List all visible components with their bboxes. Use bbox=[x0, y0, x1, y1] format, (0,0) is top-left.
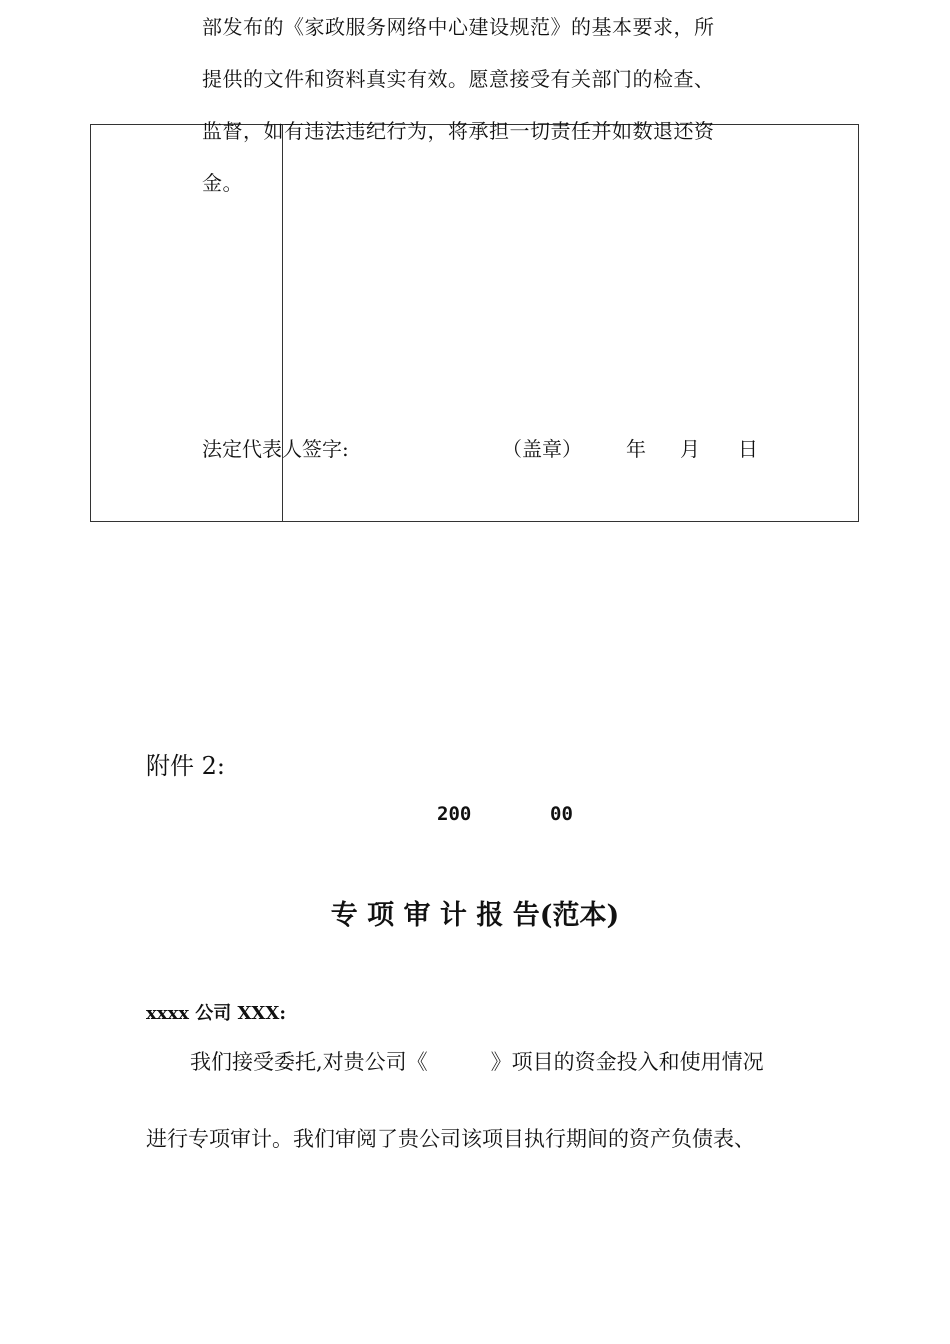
seal-label: （盖章） bbox=[502, 437, 582, 461]
annex-label: 附件 2: bbox=[146, 752, 225, 780]
signature-row bbox=[202, 434, 762, 464]
paragraph-line: 进行专项审计。我们审阅了贵公司该项目执行期间的资产负债表、 bbox=[146, 1127, 755, 1151]
day-label: 日 bbox=[738, 437, 758, 461]
commitment-line: 金。 bbox=[202, 171, 243, 195]
month-label: 月 bbox=[680, 437, 700, 461]
report-number-left: 200 bbox=[437, 803, 472, 825]
year-label: 年 bbox=[626, 437, 646, 461]
commitment-line: 提供的文件和资料真实有效。愿意接受有关部门的检查、 bbox=[202, 67, 715, 91]
report-title: 专 项 审 计 报 告(范本) bbox=[330, 900, 620, 931]
report-number-right: 00 bbox=[550, 803, 573, 825]
salutation: xxxx 公司 XXX: bbox=[146, 1003, 287, 1024]
signature-label: 法定代表人签字: bbox=[202, 437, 349, 461]
commitment-line: 监督，如有违法违纪行为，将承担一切责任并如数退还资 bbox=[202, 119, 715, 143]
commitment-line: 部发布的《家政服务网络中心建设规范》的基本要求，所 bbox=[202, 15, 715, 39]
paragraph-line: 我们接受委托,对贵公司《 》项目的资金投入和使用情况 bbox=[190, 1050, 764, 1074]
